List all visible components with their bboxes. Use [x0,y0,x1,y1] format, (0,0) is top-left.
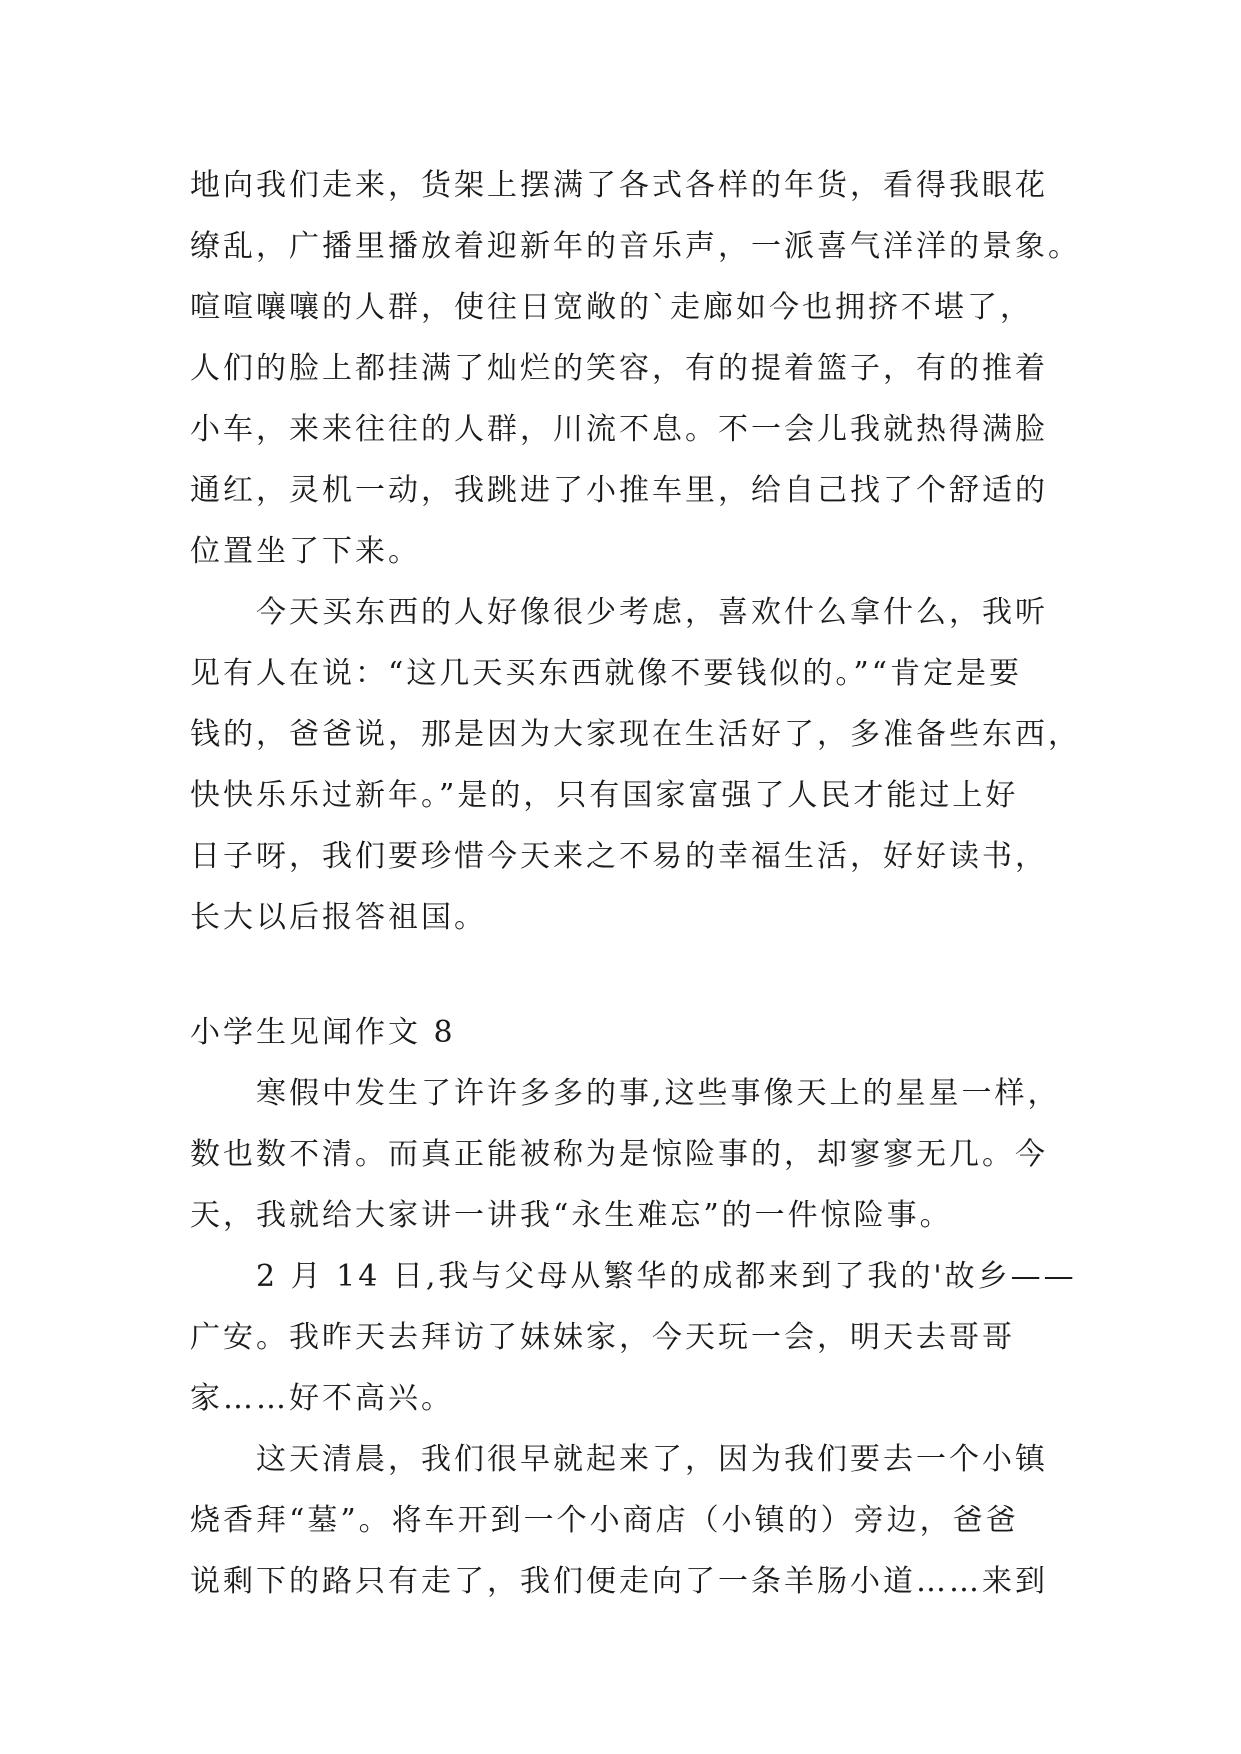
text-line: 天，我就给大家讲一讲我“永生难忘”的一件惊险事。 [190,1198,953,1233]
paragraph-morning [190,1429,1060,1612]
text-line: 广安。我昨天去拜访了妹妹家，今天玩一会，明天去哥哥 [190,1320,1015,1355]
text-line: 这天清晨，我们很早就起来了，因为我们要去一个小镇 [256,1442,1048,1477]
text-line: 今天买东西的人好像很少考虑，喜欢什么拿什么，我听 [256,595,1048,630]
text-line: 钱的，爸爸说，那是因为大家现在生活好了，多准备些东西， [190,717,1081,752]
text-line: 家……好不高兴。 [190,1381,454,1416]
text-line: 地向我们走来，货架上摆满了各式各样的年货，看得我眼花 [190,168,1048,203]
text-line: 人们的脸上都挂满了灿烂的笑容，有的提着篮子，有的推着 [190,351,1048,386]
document-body [190,155,1081,1612]
text-line: 烧香拜“墓”。将车开到一个小商店（小镇的）旁边，爸爸 [190,1503,1019,1538]
text-line: 小车，来来往往的人群，川流不息。不一会儿我就热得满脸 [190,412,1048,447]
paragraph-hometown [190,1246,1077,1429]
text-line: 说剩下的路只有走了，我们便走向了一条羊肠小道……来到 [190,1564,1048,1599]
text-line: 位置坐了下来。 [190,534,421,569]
text-line: 长大以后报答祖国。 [190,900,487,935]
section-title: 小学生见闻作文 8 [190,1015,456,1050]
text-line: 2 月 14 日,我与父母从繁华的成都来到了我的'故乡—— [256,1259,1077,1294]
text-line: 快快乐乐过新年。”是的，只有国家富强了人民才能过上好 [190,778,1019,813]
paragraph-buying-things [190,582,1081,948]
text-line: 缭乱，广播里播放着迎新年的音乐声，一派喜气洋洋的景象。 [190,229,1081,264]
paragraph-shopping-scene [190,155,1081,582]
text-line: 寒假中发生了许许多多的事,这些事像天上的星星一样， [256,1076,1061,1111]
text-line: 数也数不清。而真正能被称为是惊险事的，却寥寥无几。今 [190,1137,1048,1172]
text-line: 日子呀，我们要珍惜今天来之不易的幸福生活，好好读书， [190,839,1048,874]
text-line: 见有人在说：“这几天买东西就像不要钱似的。”“肯定是要 [190,656,1023,691]
section-gap [190,948,1060,1002]
text-line: 喧喧嚷嚷的人群，使往日宽敞的`走廊如今也拥挤不堪了， [190,290,1033,325]
text-line: 通红，灵机一动，我跳进了小推车里，给自己找了个舒适的 [190,473,1048,508]
paragraph-intro [190,1063,1060,1246]
